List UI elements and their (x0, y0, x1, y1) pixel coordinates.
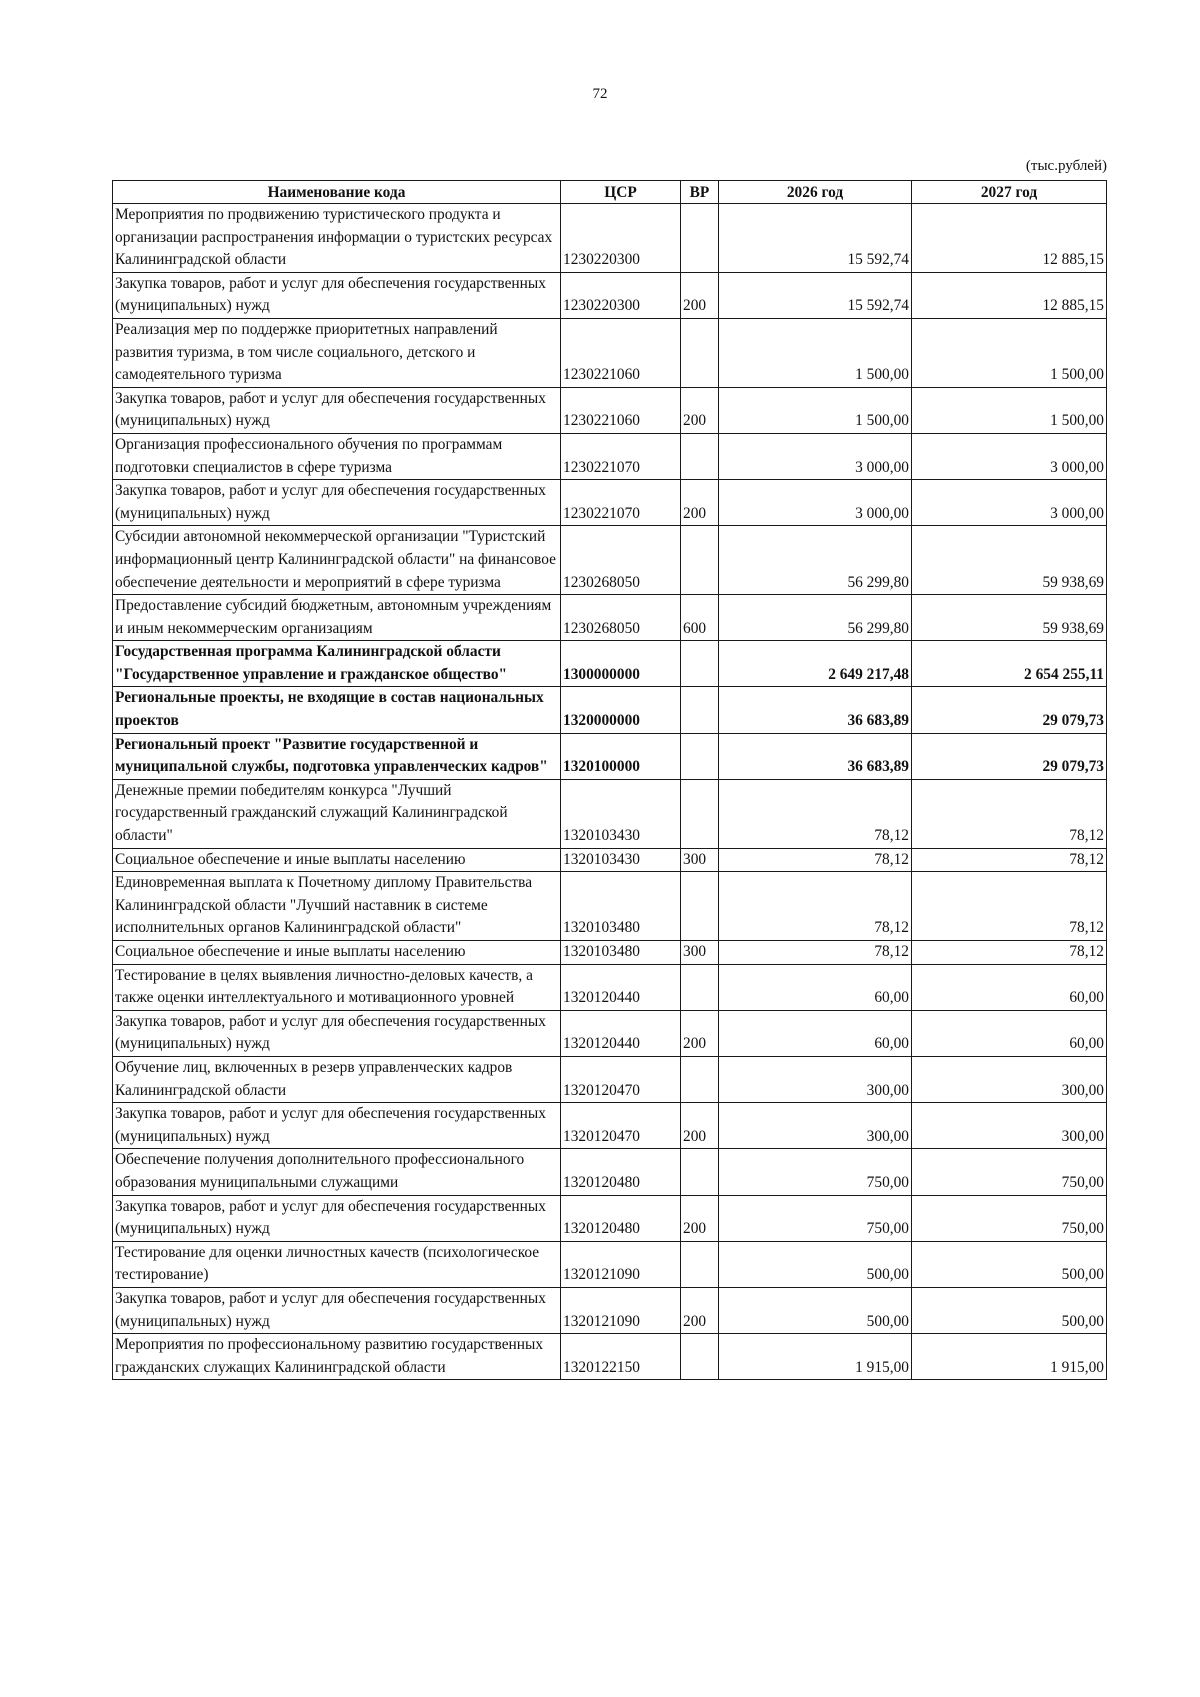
cell-2026: 56 299,80 (719, 595, 912, 641)
cell-2027: 12 885,15 (912, 204, 1107, 273)
cell-csr: 1320120440 (561, 964, 681, 1010)
cell-vr (681, 1241, 719, 1287)
cell-2026: 500,00 (719, 1241, 912, 1287)
table-row (113, 964, 1107, 1010)
cell-csr: 1230268050 (561, 526, 681, 595)
header-name: Наименование кода (113, 181, 561, 204)
cell-2027: 78,12 (912, 872, 1107, 941)
cell-name: Социальное обеспечение и иные выплаты населению (113, 848, 561, 872)
cell-csr: 1230268050 (561, 595, 681, 641)
cell-vr (681, 433, 719, 479)
table-row (113, 480, 1107, 526)
table-row (113, 1287, 1107, 1333)
cell-2026: 15 592,74 (719, 204, 912, 273)
cell-2027: 59 938,69 (912, 595, 1107, 641)
cell-name: Региональные проекты, не входящие в состав национальных проектов (113, 687, 561, 733)
cell-csr: 1320103480 (561, 872, 681, 941)
cell-name: Закупка товаров, работ и услуг для обеспечения государственных (муниципальных) нужд (113, 387, 561, 433)
header-vr: ВР (681, 181, 719, 204)
cell-name: Региональный проект "Развитие государственной и муниципальной службы, подготовка управленческих кадров" (113, 733, 561, 779)
cell-2027: 60,00 (912, 964, 1107, 1010)
cell-csr: 1300000000 (561, 641, 681, 687)
table-row (113, 1241, 1107, 1287)
cell-name: Закупка товаров, работ и услуг для обеспечения государственных (муниципальных) нужд (113, 1195, 561, 1241)
cell-name: Реализация мер по поддержке приоритетных направлений развития туризма, в том числе социального, детского и самодеятельного туризма (113, 318, 561, 387)
cell-name: Закупка товаров, работ и услуг для обеспечения государственных (муниципальных) нужд (113, 272, 561, 318)
cell-csr: 1320121090 (561, 1241, 681, 1287)
cell-2026: 78,12 (719, 779, 912, 848)
cell-csr: 1320103480 (561, 941, 681, 965)
table-row (113, 733, 1107, 779)
cell-vr: 600 (681, 595, 719, 641)
cell-vr: 200 (681, 387, 719, 433)
cell-vr (681, 204, 719, 273)
cell-2027: 3 000,00 (912, 433, 1107, 479)
table-row (113, 779, 1107, 848)
cell-2026: 300,00 (719, 1056, 912, 1102)
cell-2026: 60,00 (719, 1010, 912, 1056)
cell-csr: 1320121090 (561, 1287, 681, 1333)
cell-csr: 1320120480 (561, 1195, 681, 1241)
cell-2026: 36 683,89 (719, 733, 912, 779)
table-row (113, 1195, 1107, 1241)
cell-vr (681, 687, 719, 733)
header-2026: 2026 год (719, 181, 912, 204)
cell-2027: 1 915,00 (912, 1334, 1107, 1380)
table-row (113, 526, 1107, 595)
cell-name: Закупка товаров, работ и услуг для обеспечения государственных (муниципальных) нужд (113, 1010, 561, 1056)
cell-2027: 500,00 (912, 1287, 1107, 1333)
cell-name: Тестирование в целях выявления личностно-деловых качеств, а также оценки интеллектуального и мотивационного уровней (113, 964, 561, 1010)
cell-name: Субсидии автономной некоммерческой организации "Туристский информационный центр Калининградской области" на финансовое обеспечение деятельности и мероприятий в сфере туризма (113, 526, 561, 595)
cell-vr (681, 318, 719, 387)
cell-csr: 1230220300 (561, 272, 681, 318)
cell-2027: 2 654 255,11 (912, 641, 1107, 687)
cell-csr: 1320120440 (561, 1010, 681, 1056)
cell-vr: 200 (681, 1287, 719, 1333)
cell-name: Государственная программа Калининградской области "Государственное управление и гражданское общество" (113, 641, 561, 687)
page-number: 72 (592, 86, 608, 102)
cell-2026: 78,12 (719, 872, 912, 941)
table-row (113, 1103, 1107, 1149)
cell-vr: 200 (681, 272, 719, 318)
table-row (113, 872, 1107, 941)
cell-csr: 1230220300 (561, 204, 681, 273)
cell-csr: 1320122150 (561, 1334, 681, 1380)
table-header-row (113, 181, 1107, 204)
cell-2027: 750,00 (912, 1149, 1107, 1195)
cell-csr: 1320103430 (561, 779, 681, 848)
cell-name: Тестирование для оценки личностных качеств (психологическое тестирование) (113, 1241, 561, 1287)
cell-2026: 300,00 (719, 1103, 912, 1149)
cell-2027: 29 079,73 (912, 733, 1107, 779)
cell-vr (681, 526, 719, 595)
cell-vr (681, 1056, 719, 1102)
cell-vr (681, 964, 719, 1010)
cell-csr: 1230221070 (561, 480, 681, 526)
cell-name: Обучение лиц, включенных в резерв управленческих кадров Калининградской области (113, 1056, 561, 1102)
cell-name: Денежные премии победителям конкурса "Лучший государственный гражданский служащий Калининградской области" (113, 779, 561, 848)
cell-vr: 300 (681, 848, 719, 872)
cell-2027: 12 885,15 (912, 272, 1107, 318)
cell-csr: 1320100000 (561, 733, 681, 779)
table-row (113, 1056, 1107, 1102)
cell-vr (681, 872, 719, 941)
cell-2026: 3 000,00 (719, 480, 912, 526)
cell-name: Закупка товаров, работ и услуг для обеспечения государственных (муниципальных) нужд (113, 1287, 561, 1333)
cell-csr: 1230221060 (561, 318, 681, 387)
table-row (113, 687, 1107, 733)
cell-name: Социальное обеспечение и иные выплаты населению (113, 941, 561, 965)
cell-name: Организация профессионального обучения по программам подготовки специалистов в сфере туризма (113, 433, 561, 479)
header-2027: 2027 год (912, 181, 1107, 204)
cell-2027: 1 500,00 (912, 318, 1107, 387)
table-row (113, 204, 1107, 273)
cell-2026: 78,12 (719, 941, 912, 965)
cell-name: Мероприятия по продвижению туристического продукта и организации распространения информации о туристских ресурсах Калининградской области (113, 204, 561, 273)
cell-2027: 78,12 (912, 941, 1107, 965)
units-label: (тыс.рублей) (1025, 158, 1107, 174)
cell-2027: 1 500,00 (912, 387, 1107, 433)
cell-2026: 60,00 (719, 964, 912, 1010)
cell-vr: 200 (681, 1103, 719, 1149)
cell-csr: 1320120470 (561, 1056, 681, 1102)
table-row (113, 318, 1107, 387)
cell-2027: 500,00 (912, 1241, 1107, 1287)
cell-2026: 36 683,89 (719, 687, 912, 733)
table-row (113, 387, 1107, 433)
cell-vr: 200 (681, 480, 719, 526)
table-row (113, 272, 1107, 318)
cell-vr: 200 (681, 1010, 719, 1056)
table-row (113, 433, 1107, 479)
cell-2027: 300,00 (912, 1103, 1107, 1149)
table-row (113, 595, 1107, 641)
cell-csr: 1320120470 (561, 1103, 681, 1149)
budget-table (112, 180, 1107, 1380)
cell-2026: 56 299,80 (719, 526, 912, 595)
cell-name: Предоставление субсидий бюджетным, автономным учреждениям и иным некоммерческим организациям (113, 595, 561, 641)
table-row (113, 1149, 1107, 1195)
cell-2027: 78,12 (912, 779, 1107, 848)
cell-2027: 3 000,00 (912, 480, 1107, 526)
cell-2026: 1 500,00 (719, 387, 912, 433)
cell-name: Единовременная выплата к Почетному диплому Правительства Калининградской области "Лучший наставник в системе исполнительных органов Калининградской области" (113, 872, 561, 941)
cell-vr: 200 (681, 1195, 719, 1241)
cell-csr: 1320000000 (561, 687, 681, 733)
cell-2026: 15 592,74 (719, 272, 912, 318)
cell-name: Закупка товаров, работ и услуг для обеспечения государственных (муниципальных) нужд (113, 480, 561, 526)
cell-2026: 500,00 (719, 1287, 912, 1333)
cell-2027: 78,12 (912, 848, 1107, 872)
cell-vr: 300 (681, 941, 719, 965)
cell-2026: 78,12 (719, 848, 912, 872)
cell-2026: 750,00 (719, 1149, 912, 1195)
cell-csr: 1320120480 (561, 1149, 681, 1195)
cell-name: Мероприятия по профессиональному развитию государственных гражданских служащих Калининградской области (113, 1334, 561, 1380)
cell-2026: 3 000,00 (719, 433, 912, 479)
table-body (113, 204, 1107, 1380)
table-row (113, 848, 1107, 872)
cell-2027: 60,00 (912, 1010, 1107, 1056)
cell-csr: 1230221060 (561, 387, 681, 433)
table-row (113, 1010, 1107, 1056)
cell-csr: 1320103430 (561, 848, 681, 872)
cell-2027: 59 938,69 (912, 526, 1107, 595)
cell-2027: 29 079,73 (912, 687, 1107, 733)
cell-2027: 300,00 (912, 1056, 1107, 1102)
cell-2026: 1 500,00 (719, 318, 912, 387)
cell-2026: 2 649 217,48 (719, 641, 912, 687)
cell-2027: 750,00 (912, 1195, 1107, 1241)
cell-vr (681, 1149, 719, 1195)
cell-name: Закупка товаров, работ и услуг для обеспечения государственных (муниципальных) нужд (113, 1103, 561, 1149)
cell-vr (681, 641, 719, 687)
table-row (113, 1334, 1107, 1380)
cell-vr (681, 779, 719, 848)
table-row (113, 941, 1107, 965)
cell-2026: 750,00 (719, 1195, 912, 1241)
cell-vr (681, 1334, 719, 1380)
table-row (113, 641, 1107, 687)
cell-csr: 1230221070 (561, 433, 681, 479)
cell-name: Обеспечение получения дополнительного профессионального образования муниципальными служащими (113, 1149, 561, 1195)
cell-vr (681, 733, 719, 779)
cell-2026: 1 915,00 (719, 1334, 912, 1380)
header-csr: ЦСР (561, 181, 681, 204)
